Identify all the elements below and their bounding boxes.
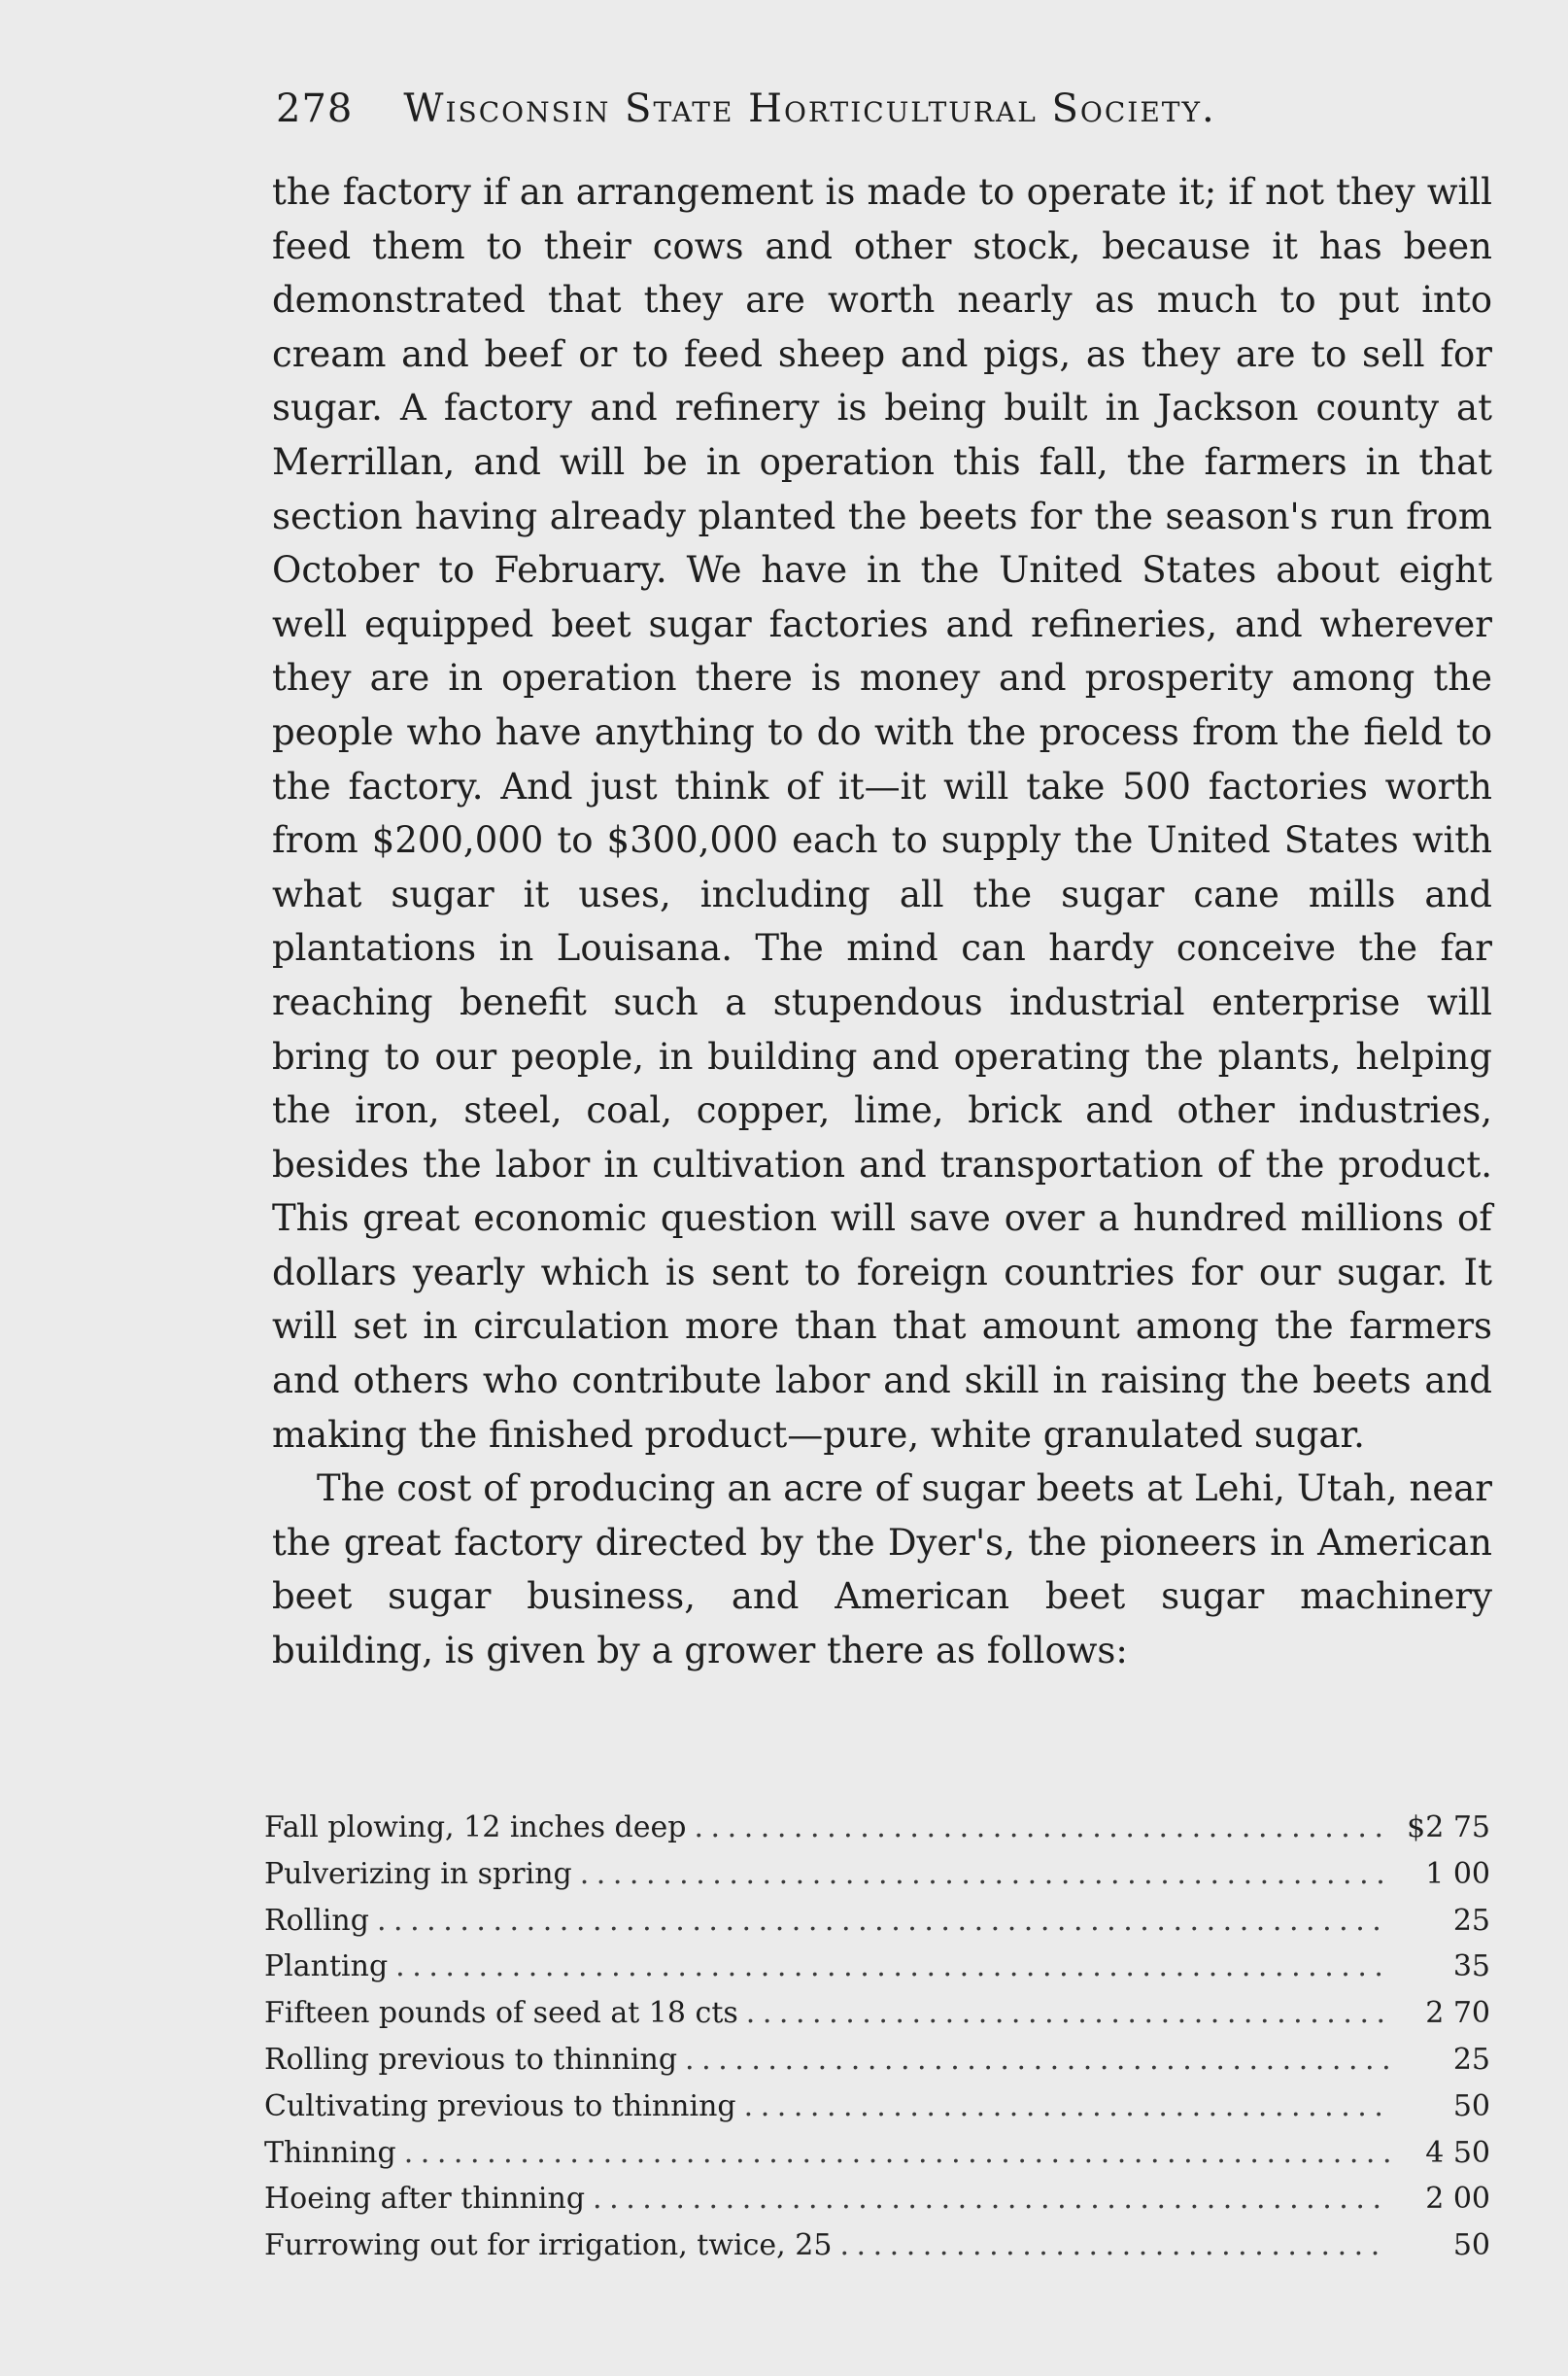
paragraph-continued: the factory if an arrangement is made to operate it; if not they will feed them to their cows and other stock, because it has been demonstrated that they are worth nearly as much to put into cream and beef or to feed sheep and pigs, as they are to sell for sugar. A factory and refinery is being built in Jackson county at Merrillan, and will be in operation this fall, the farmers in that section having already planted the beets for the season's run from October to February. We have in the United States about eight well equipped beet sugar factories and refineries, and wherever they are in operation there is money and prosperity among the people who have anything to do with the process from the field to the factory. And just think of it—it will take 500 factories worth from $200,000 to $300,000 each to supply the United States with what sugar it uses, including all the sugar cane mills and plantations in Louisana. The mind can hardy conceive the far reaching benefit such a stupendous industrial enterprise will bring to our people, in building and operating the plants, helping the iron, steel, coal, copper, lime, brick and other industries, besides the labor in cultivation and transportation of the product. This great economic question will save over a hundred millions of dollars yearly which is sent to foreign countries for our sugar. It will set in circulation more than that amount among the farmers and others who contribute labor and skill in raising the beets and making the finished product—pure, white granulated sugar. xyxy=(272,171,1492,1456)
cost-item-label: Hoeing after thinning xyxy=(264,2182,586,2217)
cost-row xyxy=(264,2130,1490,2177)
dot-leader xyxy=(593,2176,1389,2222)
cost-amount: 2 00 xyxy=(1425,2182,1490,2217)
page-header xyxy=(276,80,1383,138)
cost-amount: 50 xyxy=(1452,2088,1490,2123)
cost-amount: 35 xyxy=(1452,1949,1490,1984)
dot-leader xyxy=(685,2037,1389,2083)
cost-row xyxy=(264,1990,1490,2037)
page-number: 278 xyxy=(276,86,354,131)
cost-row xyxy=(264,2222,1490,2269)
cost-amount: 25 xyxy=(1452,1903,1490,1938)
running-head: Wisconsin State Horticultural Society. xyxy=(403,86,1216,131)
dot-leader xyxy=(839,2222,1389,2269)
cost-row xyxy=(264,1944,1490,1990)
cost-item-label: Fifteen pounds of seed at 18 cts xyxy=(264,1996,738,2031)
cost-item-label: Pulverizing in spring xyxy=(264,1856,572,1891)
cost-item-label: Planting xyxy=(264,1949,389,1984)
dot-leader xyxy=(580,1851,1389,1898)
cost-item-label: Rolling previous to thinning xyxy=(264,2042,678,2077)
paragraph-cost-intro: The cost of producing an acre of sugar beets at Lehi, Utah, near the great factory directed by the Dyer's, the pioneers in American beet sugar business, and American beet sugar machinery building, is given by a grower there as follows: xyxy=(272,1467,1492,1672)
cost-amount: 50 xyxy=(1452,2228,1490,2263)
cost-row xyxy=(264,2037,1490,2083)
cost-row xyxy=(264,1898,1490,1945)
cost-amount: 2 70 xyxy=(1425,1996,1490,2031)
cost-row xyxy=(264,2176,1490,2222)
cost-table xyxy=(264,1805,1490,2269)
dot-leader xyxy=(694,1805,1389,1851)
dot-leader xyxy=(746,1990,1389,2037)
cost-row xyxy=(264,1851,1490,1898)
dot-leader xyxy=(395,1944,1389,1990)
cost-row xyxy=(264,2083,1490,2130)
body-text xyxy=(272,165,1492,1678)
cost-item-label: Cultivating previous to thinning xyxy=(264,2088,736,2123)
dot-leader xyxy=(377,1898,1389,1945)
cost-item-label: Furrowing out for irrigation, twice, 25 xyxy=(264,2228,833,2263)
cost-item-label: Fall plowing, 12 inches deep xyxy=(264,1810,687,1844)
cost-amount: 4 50 xyxy=(1425,2135,1490,2170)
cost-amount: 1 00 xyxy=(1425,1856,1490,1891)
cost-item-label: Thinning xyxy=(264,2135,396,2170)
dot-leader xyxy=(404,2130,1389,2177)
cost-amount: $2 75 xyxy=(1407,1810,1490,1844)
dot-leader xyxy=(744,2083,1389,2130)
cost-item-label: Rolling xyxy=(264,1903,369,1938)
cost-amount: 25 xyxy=(1452,2042,1490,2077)
cost-row xyxy=(264,1805,1490,1851)
